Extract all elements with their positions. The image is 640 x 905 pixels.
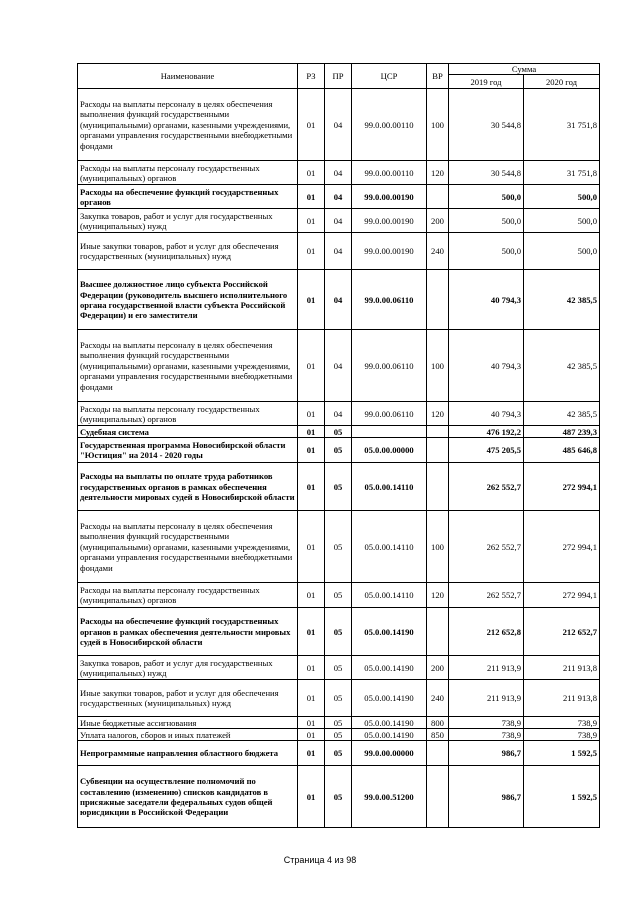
row-value-2019: 30 544,8 xyxy=(449,89,524,161)
row-pr: 04 xyxy=(325,233,352,270)
row-vr: 100 xyxy=(427,330,449,402)
row-vr: 200 xyxy=(427,656,449,680)
table-row xyxy=(78,511,600,583)
table-row xyxy=(78,729,600,741)
row-vr: 120 xyxy=(427,402,449,426)
row-pr: 05 xyxy=(325,438,352,463)
row-value-2020: 738,9 xyxy=(524,729,600,741)
table-row xyxy=(78,680,600,717)
row-value-2019: 500,0 xyxy=(449,233,524,270)
row-value-2020: 272 994,1 xyxy=(524,463,600,511)
row-value-2019: 40 794,3 xyxy=(449,270,524,330)
row-value-2020: 272 994,1 xyxy=(524,511,600,583)
row-vr xyxy=(427,463,449,511)
row-name: Расходы на выплаты персоналу государственных (муниципальных) органов xyxy=(78,583,298,608)
row-vr xyxy=(427,270,449,330)
row-value-2020: 500,0 xyxy=(524,233,600,270)
header-csr: ЦСР xyxy=(352,64,427,89)
row-vr xyxy=(427,741,449,766)
row-name: Расходы на обеспечение функций государственных органов в рамках обеспечения деятельности мировых судей в Новосибирской области xyxy=(78,608,298,656)
row-rz: 01 xyxy=(298,330,325,402)
table-row xyxy=(78,270,600,330)
row-rz: 01 xyxy=(298,766,325,828)
row-pr: 05 xyxy=(325,729,352,741)
row-rz: 01 xyxy=(298,680,325,717)
row-pr: 05 xyxy=(325,608,352,656)
row-value-2019: 986,7 xyxy=(449,741,524,766)
row-value-2019: 738,9 xyxy=(449,729,524,741)
row-vr: 240 xyxy=(427,233,449,270)
row-value-2019: 211 913,9 xyxy=(449,680,524,717)
table-row xyxy=(78,233,600,270)
row-vr xyxy=(427,426,449,438)
row-name: Высшее должностное лицо субъекта Российской Федерации (руководитель высшего исполнительного органа государственной власти субъекта Российской Федерации) и его заместители xyxy=(78,270,298,330)
row-value-2019: 40 794,3 xyxy=(449,402,524,426)
row-rz: 01 xyxy=(298,583,325,608)
row-value-2019: 262 552,7 xyxy=(449,583,524,608)
row-pr: 04 xyxy=(325,270,352,330)
row-name: Расходы на выплаты по оплате труда работников государственных органов в рамках обеспечения деятельности мировых судей в Новосибирской области xyxy=(78,463,298,511)
row-value-2019: 475 205,5 xyxy=(449,438,524,463)
row-vr: 850 xyxy=(427,729,449,741)
row-rz: 01 xyxy=(298,402,325,426)
row-pr: 04 xyxy=(325,209,352,233)
row-name: Расходы на обеспечение функций государственных органов xyxy=(78,185,298,209)
row-value-2020: 42 385,5 xyxy=(524,270,600,330)
table-row xyxy=(78,741,600,766)
row-vr xyxy=(427,185,449,209)
row-vr xyxy=(427,766,449,828)
row-name: Иные бюджетные ассигнования xyxy=(78,717,298,729)
row-name: Субвенции на осуществление полномочий по составлению (изменению) списков кандидатов в присяжные заседатели федеральных судов общей юрисдикции в Российской Федерации xyxy=(78,766,298,828)
row-csr: 05.0.00.14110 xyxy=(352,463,427,511)
header-name: Наименование xyxy=(78,64,298,89)
table-row xyxy=(78,89,600,161)
header-sum: Сумма xyxy=(449,64,600,75)
row-name: Расходы на выплаты персоналу в целях обеспечения выполнения функций государственными (муниципальными) органами, казенными учреждениями, органами управления государственными внебюджетными фондами xyxy=(78,511,298,583)
row-rz: 01 xyxy=(298,209,325,233)
row-value-2019: 211 913,9 xyxy=(449,656,524,680)
row-rz: 01 xyxy=(298,463,325,511)
row-name: Расходы на выплаты персоналу в целях обеспечения выполнения функций государственными (муниципальными) органами, казенными учреждениями, органами управления государственными внебюджетными фондами xyxy=(78,89,298,161)
row-csr: 99.0.00.51200 xyxy=(352,766,427,828)
table-row xyxy=(78,717,600,729)
table-row xyxy=(78,209,600,233)
row-csr: 99.0.00.06110 xyxy=(352,270,427,330)
row-pr: 04 xyxy=(325,330,352,402)
row-value-2019: 500,0 xyxy=(449,185,524,209)
row-name: Закупка товаров, работ и услуг для государственных (муниципальных) нужд xyxy=(78,209,298,233)
table-row xyxy=(78,330,600,402)
row-vr: 120 xyxy=(427,161,449,185)
row-csr: 05.0.00.14110 xyxy=(352,583,427,608)
row-value-2020: 1 592,5 xyxy=(524,741,600,766)
row-vr: 100 xyxy=(427,89,449,161)
row-value-2020: 212 652,7 xyxy=(524,608,600,656)
row-value-2020: 500,0 xyxy=(524,185,600,209)
table-row xyxy=(78,426,600,438)
row-pr: 04 xyxy=(325,402,352,426)
row-csr: 05.0.00.14190 xyxy=(352,717,427,729)
row-rz: 01 xyxy=(298,426,325,438)
row-csr: 99.0.00.06110 xyxy=(352,402,427,426)
row-name: Закупка товаров, работ и услуг для государственных (муниципальных) нужд xyxy=(78,656,298,680)
table-row xyxy=(78,766,600,828)
row-name: Иные закупки товаров, работ и услуг для обеспечения государственных (муниципальных) нужд xyxy=(78,233,298,270)
row-rz: 01 xyxy=(298,233,325,270)
row-csr: 99.0.00.00190 xyxy=(352,209,427,233)
row-value-2019: 986,7 xyxy=(449,766,524,828)
row-value-2020: 211 913,8 xyxy=(524,680,600,717)
row-pr: 05 xyxy=(325,511,352,583)
row-csr: 05.0.00.14110 xyxy=(352,511,427,583)
row-value-2019: 476 192,2 xyxy=(449,426,524,438)
row-value-2019: 500,0 xyxy=(449,209,524,233)
row-rz: 01 xyxy=(298,656,325,680)
row-value-2020: 31 751,8 xyxy=(524,161,600,185)
row-pr: 05 xyxy=(325,463,352,511)
page-footer: Страница 4 из 98 xyxy=(283,855,357,865)
row-pr: 05 xyxy=(325,766,352,828)
row-value-2020: 272 994,1 xyxy=(524,583,600,608)
row-vr: 800 xyxy=(427,717,449,729)
row-vr: 120 xyxy=(427,583,449,608)
row-rz: 01 xyxy=(298,511,325,583)
row-pr: 05 xyxy=(325,741,352,766)
row-name: Судебная система xyxy=(78,426,298,438)
row-value-2019: 212 652,8 xyxy=(449,608,524,656)
row-pr: 04 xyxy=(325,89,352,161)
header-year-2020: 2020 год xyxy=(524,75,600,89)
row-vr xyxy=(427,608,449,656)
row-vr: 200 xyxy=(427,209,449,233)
row-pr: 05 xyxy=(325,583,352,608)
row-pr: 05 xyxy=(325,426,352,438)
row-csr: 99.0.00.00000 xyxy=(352,741,427,766)
row-rz: 01 xyxy=(298,270,325,330)
row-pr: 04 xyxy=(325,185,352,209)
row-value-2019: 738,9 xyxy=(449,717,524,729)
row-name: Государственная программа Новосибирской области "Юстиция" на 2014 - 2020 годы xyxy=(78,438,298,463)
header-rz: РЗ xyxy=(298,64,325,89)
row-name: Уплата налогов, сборов и иных платежей xyxy=(78,729,298,741)
row-value-2019: 30 544,8 xyxy=(449,161,524,185)
table-row xyxy=(78,608,600,656)
row-value-2020: 1 592,5 xyxy=(524,766,600,828)
row-rz: 01 xyxy=(298,741,325,766)
row-vr xyxy=(427,438,449,463)
table-row xyxy=(78,185,600,209)
row-csr: 05.0.00.14190 xyxy=(352,608,427,656)
row-pr: 05 xyxy=(325,680,352,717)
table-row xyxy=(78,161,600,185)
row-rz: 01 xyxy=(298,161,325,185)
row-csr: 99.0.00.00110 xyxy=(352,161,427,185)
row-value-2020: 485 646,8 xyxy=(524,438,600,463)
row-value-2020: 211 913,8 xyxy=(524,656,600,680)
row-csr: 99.0.00.00190 xyxy=(352,185,427,209)
row-name: Расходы на выплаты персоналу государственных (муниципальных) органов xyxy=(78,402,298,426)
row-csr xyxy=(352,426,427,438)
row-name: Расходы на выплаты персоналу в целях обеспечения выполнения функций государственными (муниципальными) органами, казенными учреждениями, органами управления государственными внебюджетными фондами xyxy=(78,330,298,402)
table-row xyxy=(78,463,600,511)
row-csr: 99.0.00.00190 xyxy=(352,233,427,270)
row-rz: 01 xyxy=(298,717,325,729)
table-row xyxy=(78,402,600,426)
row-value-2020: 487 239,3 xyxy=(524,426,600,438)
row-csr: 05.0.00.00000 xyxy=(352,438,427,463)
row-rz: 01 xyxy=(298,185,325,209)
row-csr: 99.0.00.06110 xyxy=(352,330,427,402)
row-value-2019: 40 794,3 xyxy=(449,330,524,402)
row-pr: 04 xyxy=(325,161,352,185)
row-name: Непрограммные направления областного бюджета xyxy=(78,741,298,766)
header-pr: ПР xyxy=(325,64,352,89)
table-row xyxy=(78,656,600,680)
row-vr: 240 xyxy=(427,680,449,717)
row-rz: 01 xyxy=(298,89,325,161)
row-value-2020: 500,0 xyxy=(524,209,600,233)
row-value-2019: 262 552,7 xyxy=(449,511,524,583)
budget-table xyxy=(77,63,600,828)
header-vr: ВР xyxy=(427,64,449,89)
row-value-2020: 42 385,5 xyxy=(524,330,600,402)
row-rz: 01 xyxy=(298,438,325,463)
row-csr: 99.0.00.00110 xyxy=(352,89,427,161)
row-name: Иные закупки товаров, работ и услуг для обеспечения государственных (муниципальных) нужд xyxy=(78,680,298,717)
row-value-2020: 42 385,5 xyxy=(524,402,600,426)
row-csr: 05.0.00.14190 xyxy=(352,729,427,741)
row-value-2019: 262 552,7 xyxy=(449,463,524,511)
header-year-2019: 2019 год xyxy=(449,75,524,89)
row-pr: 05 xyxy=(325,717,352,729)
table-row xyxy=(78,438,600,463)
row-vr: 100 xyxy=(427,511,449,583)
row-pr: 05 xyxy=(325,656,352,680)
row-value-2020: 738,9 xyxy=(524,717,600,729)
table-row xyxy=(78,583,600,608)
row-csr: 05.0.00.14190 xyxy=(352,656,427,680)
row-rz: 01 xyxy=(298,729,325,741)
row-value-2020: 31 751,8 xyxy=(524,89,600,161)
row-name: Расходы на выплаты персоналу государственных (муниципальных) органов xyxy=(78,161,298,185)
row-csr: 05.0.00.14190 xyxy=(352,680,427,717)
row-rz: 01 xyxy=(298,608,325,656)
